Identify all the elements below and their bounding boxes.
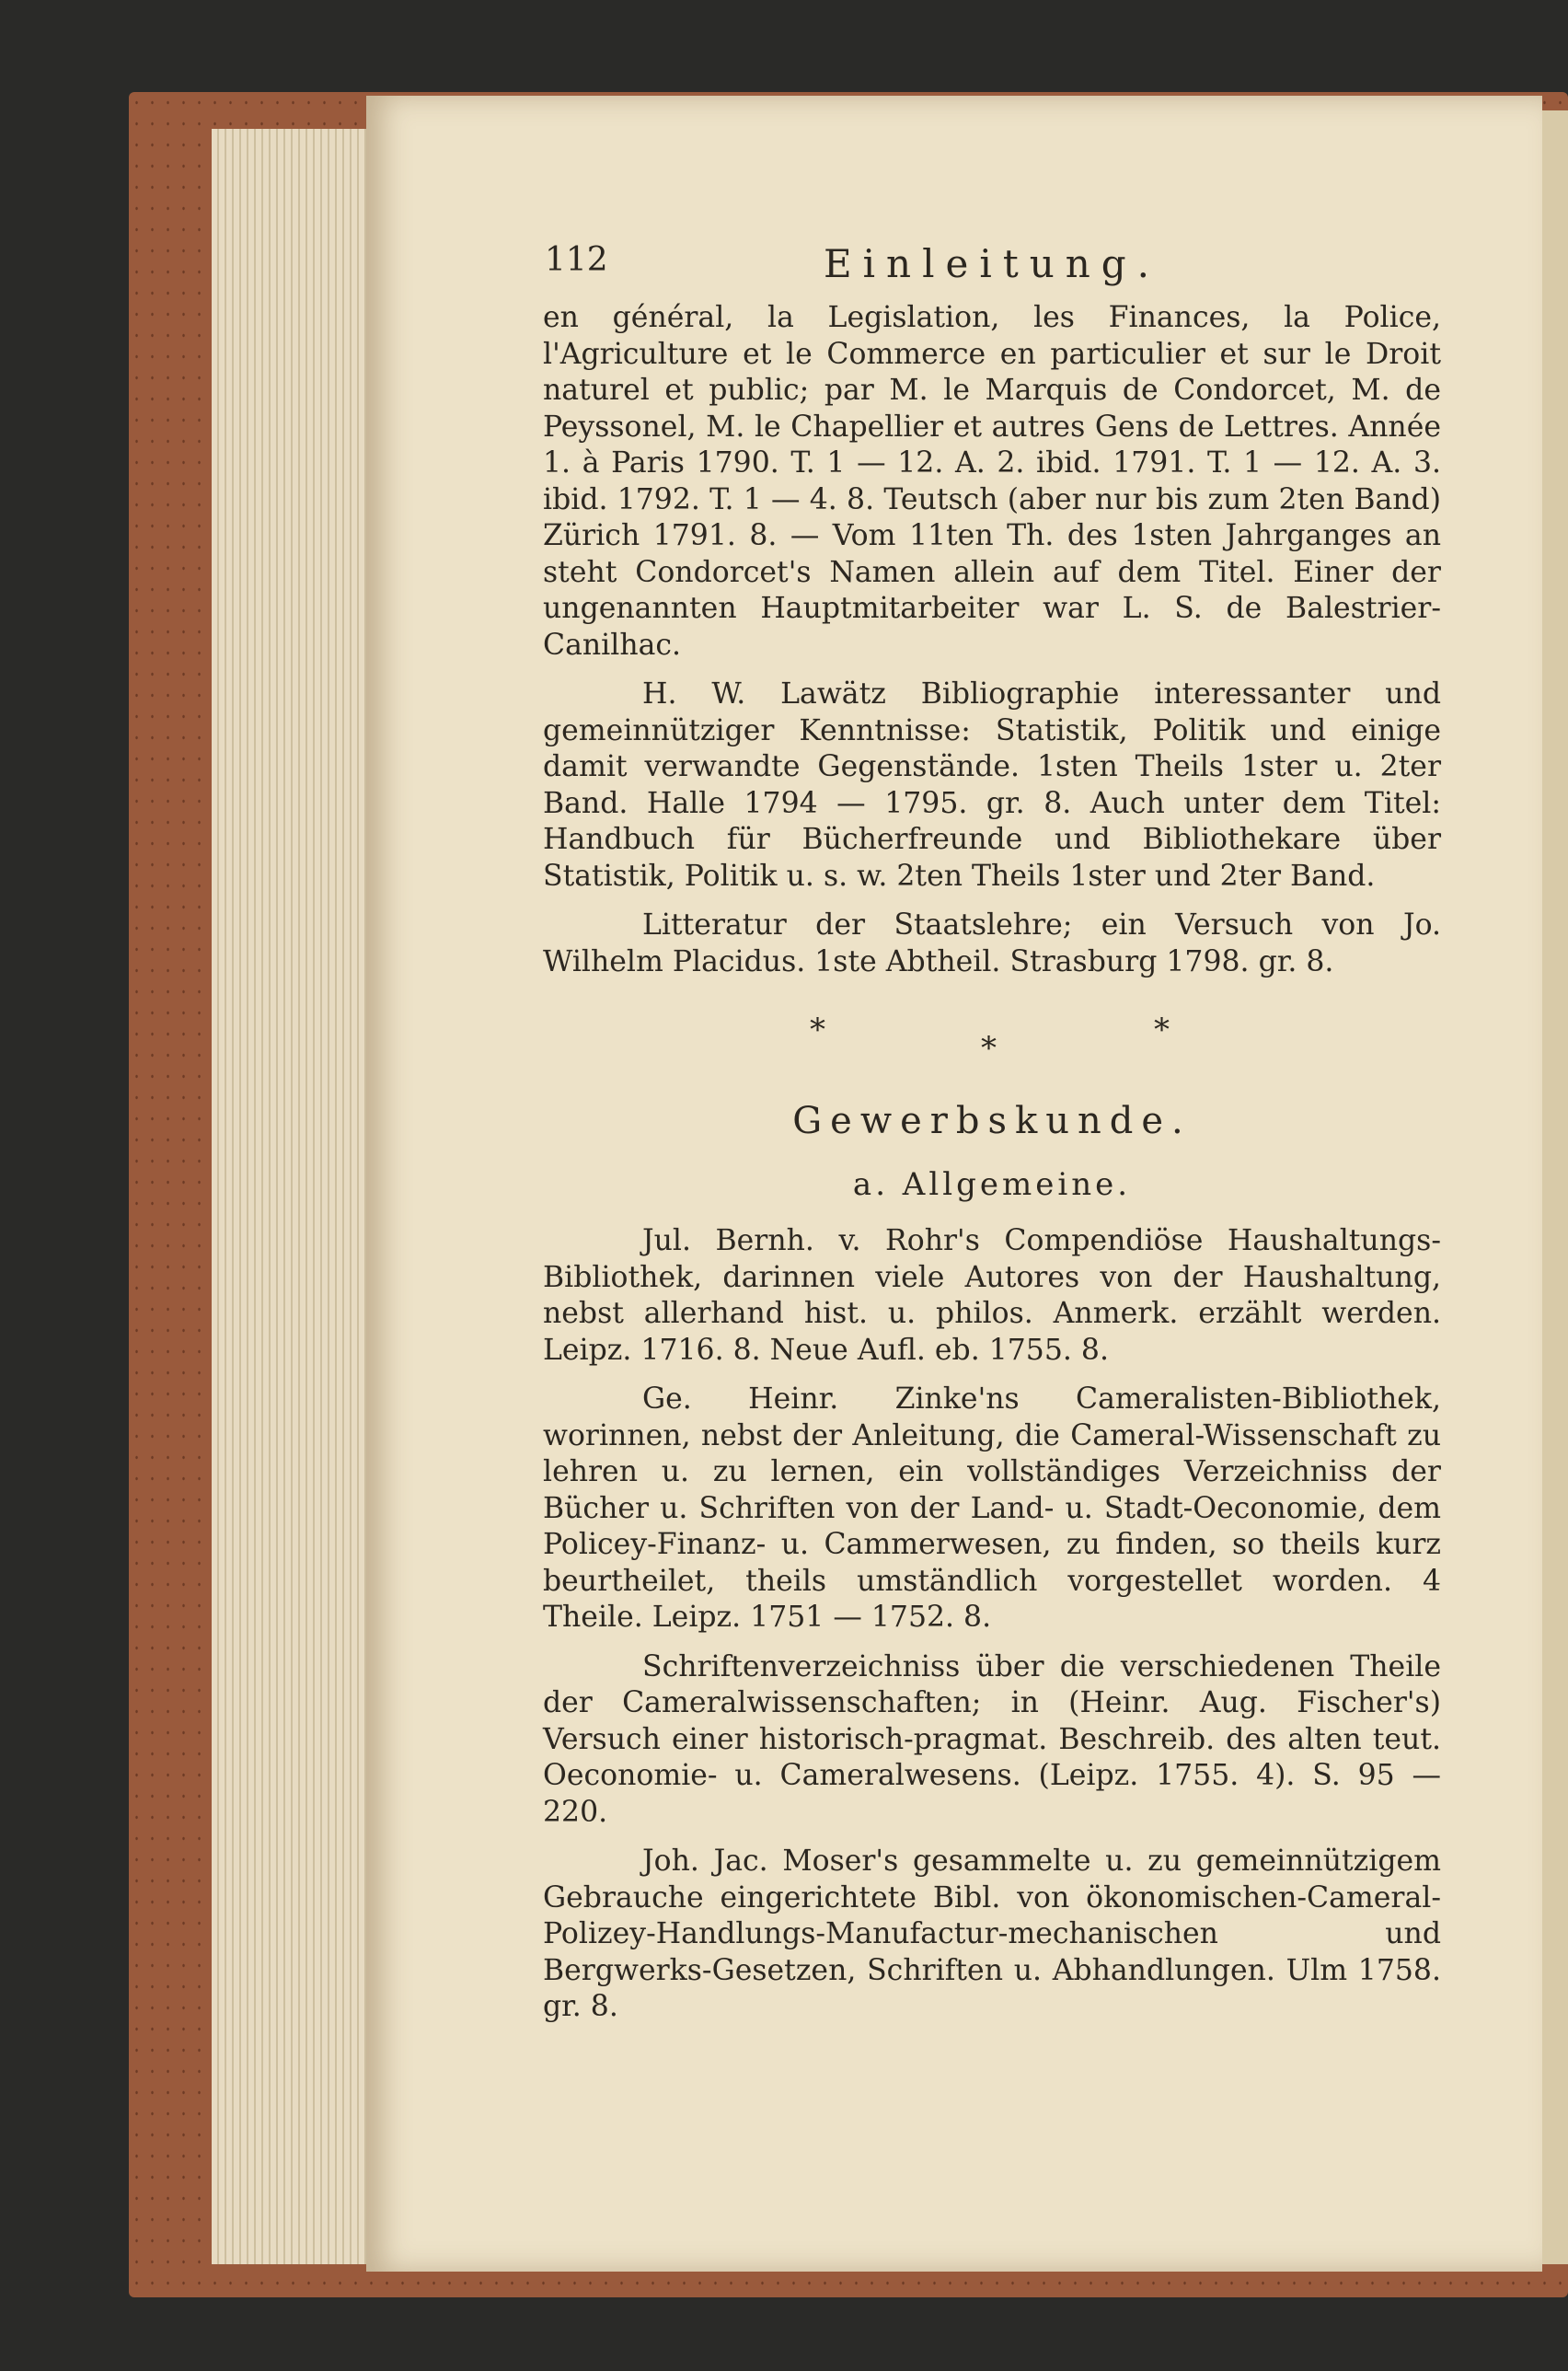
entry-fischer: Schriftenverzeichniss über die verschiedenen Theile der Cameralwissenschaften; in (Heinr. Aug. Fischer's) Versuch einer historisch-pragmat. Beschreib. des alten teut. Oeconomie- u. Cameralwesens. (Leipz. 1755. 4). S. 95 — 220. bbox=[543, 1649, 1441, 1829]
entry-continued: en général, la Legislation, les Finances, la Police, l'Agriculture et le Commerce en particulier et sur le Droit naturel et public; par M. le Marquis de Condorcet, M. de Peyssonel, M. le Chapellier et autres Gens de Lettres. Année 1. à Paris 1790. T. 1 — 12. A. 2. ibid. 1791. T. 1 — 12. A. 3. ibid. 1792. T. 1 — 4. 8. Teutsch (aber nur bis zum 2ten Band) Zürich 1791. 8. — Vom 11ten Th. des 1sten Jahrganges an steht Condorcet's Namen allein auf dem Titel. Einer der ungenannten Hauptmitarbeiter war L. S. de Balestrier-Canilhac. bbox=[543, 301, 1441, 662]
entry-zinke: Ge. Heinr. Zinke'ns Cameralisten-Bibliothek, worinnen, nebst der Anleitung, die Cameral-Wissenschaft zu lehren u. zu lernen, ein vollständiges Verzeichniss der Bücher u. Schriften von der Land- u. Stadt-Oeconomie, dem Policey-Finanz- u. Cammerwesen, zu finden, so theils kurz beurtheilet, theils umständlich vorgestellet worden. 4 Theile. Leipz. 1751 — 1752. 8. bbox=[543, 1382, 1441, 1634]
page-edges bbox=[212, 129, 377, 2264]
separator-star: * bbox=[981, 1030, 997, 1067]
page-number: 112 bbox=[545, 241, 608, 279]
separator-star: * bbox=[1154, 1012, 1170, 1048]
page-content bbox=[543, 241, 1441, 2026]
section-separator bbox=[543, 1012, 1441, 1072]
section-heading: Gewerbskunde. bbox=[792, 1100, 1192, 1142]
entry-placidus: Litteratur der Staatslehre; ein Versuch von Jo. Wilhelm Placidus. 1ste Abtheil. Strasburg 1798. gr. 8. bbox=[543, 908, 1441, 978]
subsection-heading: a. Allgemeine. bbox=[852, 1166, 1132, 1203]
facing-page-edge bbox=[1542, 110, 1568, 2264]
entry-rohr: Jul. Bernh. v. Rohr's Compendiöse Haushaltungs-Bibliothek, darinnen viele Autores von der Haushaltung, nebst allerhand hist. u. philos. Anmerk. erzählt werden. Leipz. 1716. 8. Neue Aufl. eb. 1755. 8. bbox=[543, 1224, 1441, 1367]
entry-lawatz: H. W. Lawätz Bibliographie interessanter und gemeinnütziger Kenntnisse: Statistik, Politik und einige damit verwandte Gegenstände. 1sten Theils 1ster u. 2ter Band. Halle 1794 — 1795. gr. 8. Auch unter dem Titel: Handbuch für Bücherfreunde und Bibliothekare über Statistik, Politik u. s. w. 2ten Theils 1ster und 2ter Band. bbox=[543, 677, 1441, 893]
separator-star: * bbox=[810, 1012, 825, 1048]
page-header bbox=[543, 241, 1441, 300]
entry-moser: Joh. Jac. Moser's gesammelte u. zu gemeinnützigem Gebrauche eingerichtete Bibl. von ökonomischen-Cameral-Polizey-Handlungs-Manufactur-mechanischen und Bergwerks-Gesetzen, Schriften u. Abhandlungen. Ulm 1758. gr. 8. bbox=[543, 1845, 1441, 2023]
running-title: Einleitung. bbox=[823, 241, 1161, 286]
